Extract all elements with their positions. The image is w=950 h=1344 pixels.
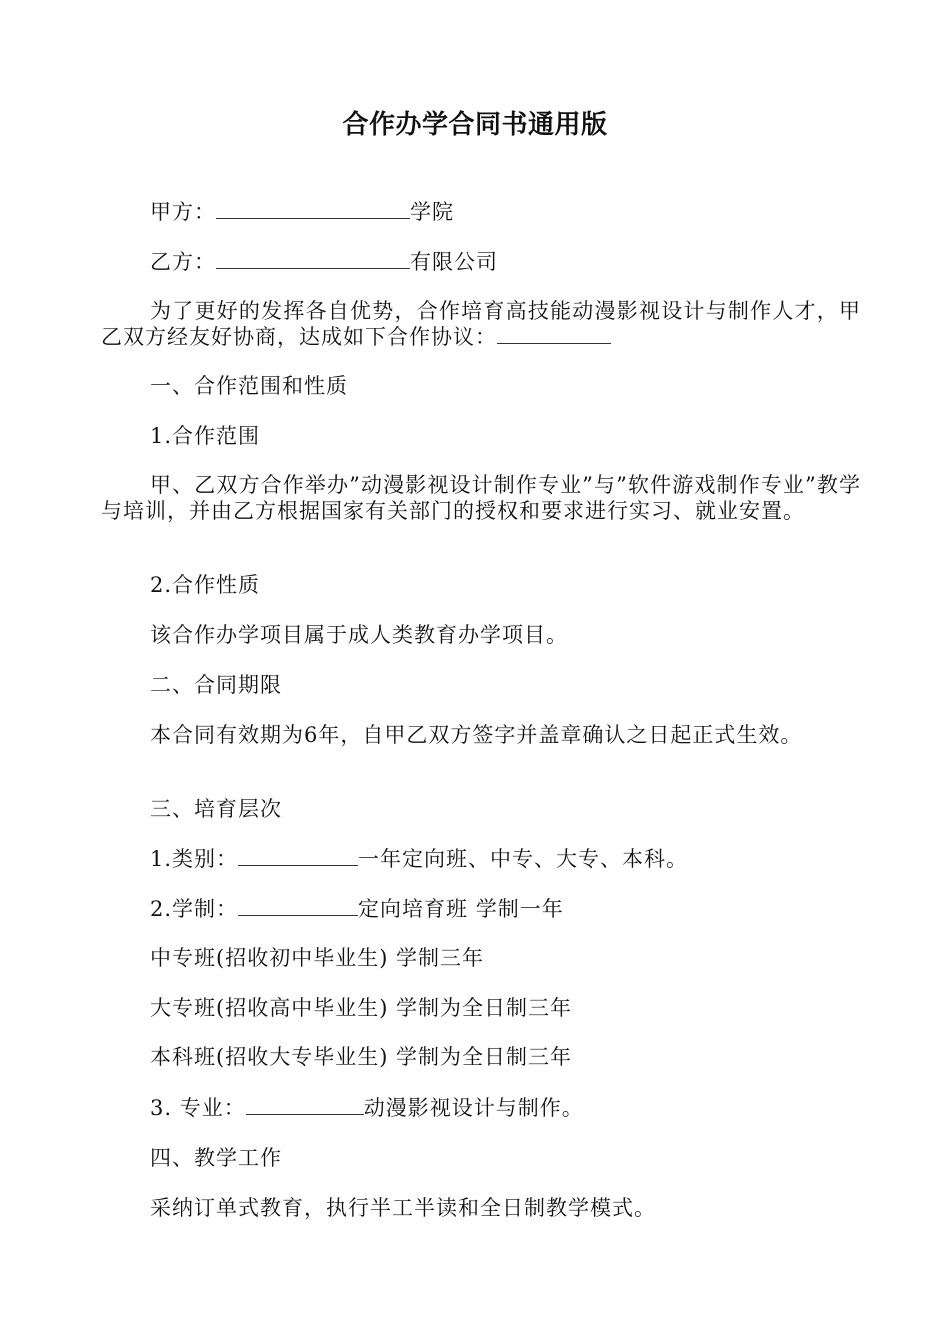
major-line [150,1095,584,1121]
schooling-blank[interactable] [238,896,358,916]
college-class-line: 大专班(招收高中毕业生) 学制为全日制三年 [150,996,573,1020]
section-2-heading: 二、合同期限 [150,673,282,697]
major-label: 3. 专业： [150,1096,246,1120]
section-4-text: 采纳订单式教育，执行半工半读和全日制教学模式。 [150,1196,656,1220]
category-line [150,846,688,872]
category-label: 1.类别： [150,847,239,871]
secondary-class-line: 中专班(招收初中毕业生) 学制三年 [150,946,485,970]
party-a-blank[interactable] [216,199,410,219]
party-a-line [150,199,454,225]
party-b-line [150,249,498,275]
section-3-heading: 三、培育层次 [150,797,282,821]
party-b-suffix: 有限公司 [410,250,498,274]
schooling-line [150,896,564,922]
document-title: 合作办学合同书通用版 [342,110,608,140]
major-blank[interactable] [246,1095,364,1115]
category-blank[interactable] [238,846,358,866]
subsection-1-2-text: 该合作办学项目属于成人类教育办学项目。 [150,623,568,647]
section-4-heading: 四、教学工作 [150,1146,282,1170]
section-1-heading: 一、合作范围和性质 [150,374,348,398]
subsection-1-2-heading: 2.合作性质 [150,573,261,597]
subsection-1-1-heading: 1.合作范围 [150,424,261,448]
party-a-label: 甲方： [150,200,216,224]
schooling-label: 2.学制： [150,897,239,921]
category-text: 一年定向班、中专、大专、本科。 [358,847,689,871]
party-b-blank[interactable] [216,249,410,269]
party-b-label: 乙方： [150,250,216,274]
party-a-suffix: 学院 [410,200,454,224]
intro-blank[interactable] [497,324,611,344]
major-text: 动漫影视设计与制作。 [363,1096,584,1120]
subsection-1-1-text: 甲、乙双方合作举办”动漫影视设计制作专业”与”软件游戏制作专业”教学与培训，并由乙方根据国家有关部门的授权和要求进行实习、就业安置。 [101,473,861,523]
section-2-text: 本合同有效期为6年，自甲乙双方签字并盖章确认之日起正式生效。 [150,723,803,747]
intro-text: 为了更好的发挥各自优势，合作培育高技能动漫影视设计与制作人才，甲乙双方经友好协商，达成如下合作协议： [101,299,861,349]
schooling-text: 定向培育班 学制一年 [358,897,564,921]
bachelor-class-line: 本科班(招收大专毕业生) 学制为全日制三年 [150,1045,573,1069]
intro-paragraph [101,298,861,350]
